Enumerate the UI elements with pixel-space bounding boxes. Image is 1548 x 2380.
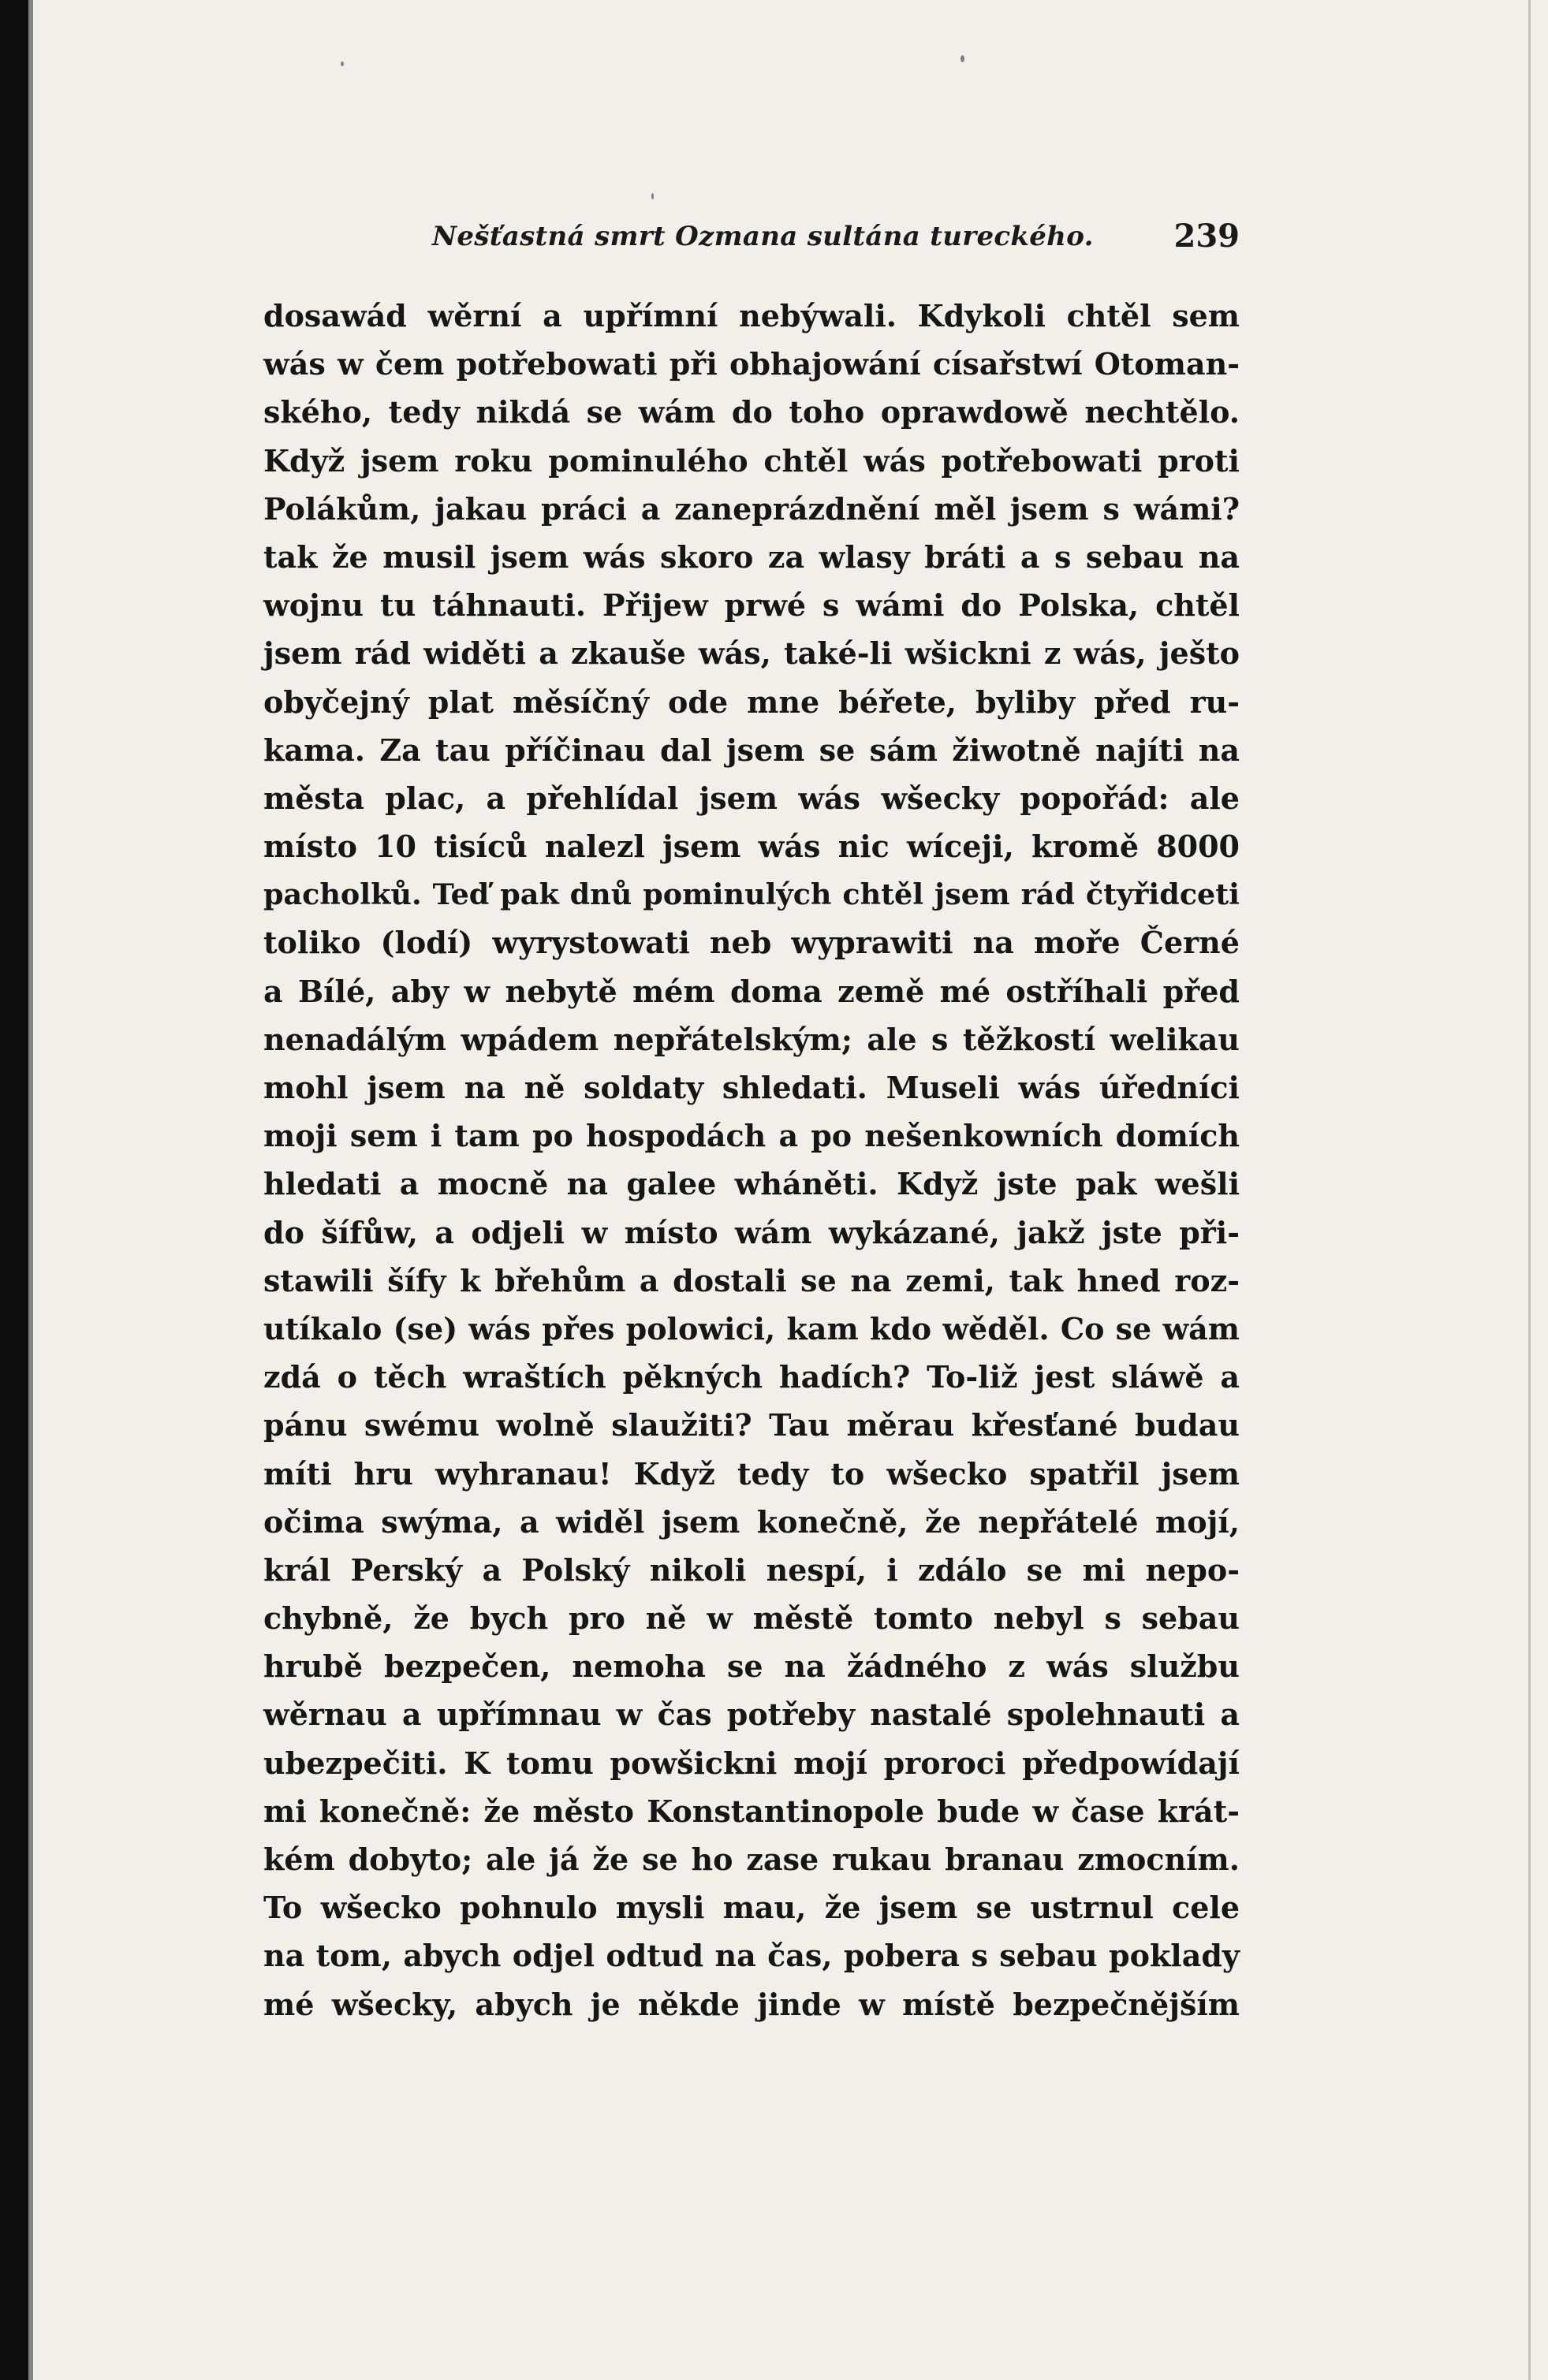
text-line: jsem rád widěti a zkauše wás, také-li wšickni z wás, ješto bbox=[263, 635, 1240, 672]
text-line: toliko (lodí) wyrystowati neb wyprawiti na moře Černé bbox=[263, 925, 1240, 961]
text-line: míti hru wyhranau! Když tedy to wšecko spatřil jsem bbox=[263, 1455, 1240, 1492]
text-line: do šífůw, a odjeli w místo wám wykázané, jakž jste při- bbox=[263, 1214, 1240, 1250]
text-line: očima swýma, a widěl jsem konečně, že nepřátelé mojí, bbox=[263, 1503, 1240, 1540]
text-line: na tom, abych odjel odtud na čas, pobera s sebau poklady bbox=[263, 1938, 1240, 1974]
page-number: 239 bbox=[1173, 218, 1240, 255]
scan-speck bbox=[651, 193, 654, 199]
text-line: nenadálým wpádem nepřátelským; ale s těžkostí welikau bbox=[263, 1021, 1240, 1057]
text-line: To wšecko pohnulo mysli mau, že jsem se ustrnul cele bbox=[263, 1890, 1240, 1926]
text-line: ubezpečiti. K tomu powšickni mojí proroci předpowídají bbox=[263, 1745, 1240, 1781]
text-line: města plac, a přehlídal jsem wás wšecky popořád: ale bbox=[263, 780, 1240, 816]
text-line: Když jsem roku pominulého chtěl wás potřebowati proti bbox=[263, 442, 1240, 479]
text-line: pánu swému wolně slaužiti? Tau měrau křesťané budau bbox=[263, 1407, 1240, 1443]
text-line: dosawád wěrní a upřímní nebýwali. Kdykoli chtěl sem bbox=[263, 298, 1240, 333]
text-line: pacholků. Teď pak dnů pominulých chtěl jsem rád čtyřidceti bbox=[263, 877, 1240, 912]
scan-left-edge bbox=[28, 0, 33, 2380]
text-line: kama. Za tau příčinau dal jsem se sám žiwotně najíti na bbox=[263, 732, 1240, 768]
text-line: moji sem i tam po hospodách a po nešenkowních domích bbox=[263, 1118, 1240, 1154]
text-line: utíkalo (se) wás přes polowici, kam kdo wěděl. Co se wám bbox=[263, 1310, 1240, 1346]
running-head bbox=[257, 214, 1240, 262]
text-line: místo 10 tisíců nalezl jsem wás nic wíceji, kromě 8000 bbox=[263, 829, 1240, 865]
running-title: Nešťastná smrt Ozmana sultána tureckého. bbox=[432, 221, 1094, 252]
text-line: wojnu tu táhnauti. Přijew prwé s wámi do Polska, chtěl bbox=[263, 587, 1240, 624]
text-line: hrubě bezpečen, nemoha se na žádného z wás službu bbox=[263, 1648, 1240, 1685]
text-line: stawili šífy k břehům a dostali se na zemi, tak hned roz- bbox=[263, 1262, 1240, 1298]
text-line: kém dobyto; ale já že se ho zase rukau branau zmocním. bbox=[263, 1842, 1240, 1877]
text-line: zdá o těch wraštích pěkných hadích? To-liž jest sláwě a bbox=[263, 1359, 1240, 1395]
scan-speck bbox=[961, 55, 964, 62]
text-line: mé wšecky, abych je někde jinde w místě bezpečnějším bbox=[263, 1986, 1240, 2022]
body-text bbox=[263, 292, 1240, 2028]
text-line: a Bílé, aby w nebytě mém doma země mé ostříhali před bbox=[263, 973, 1240, 1009]
text-line: tak že musil jsem wás skoro za wlasy bráti a s sebau na bbox=[263, 538, 1240, 575]
scan-speck bbox=[341, 61, 344, 66]
scan-right-edge bbox=[1528, 0, 1531, 2380]
text-line: chybně, že bych pro ně w městě tomto nebyl s sebau bbox=[263, 1600, 1240, 1637]
text-line: wás w čem potřebowati při obhajowání císařstwí Otoman- bbox=[263, 346, 1240, 382]
text-line: ského, tedy nikdá se wám do toho oprawdowě nechtělo. bbox=[263, 394, 1240, 430]
text-line: mohl jsem na ně soldaty shledati. Museli wás úředníci bbox=[263, 1070, 1240, 1105]
text-line: mi konečně: že město Konstantinopole bude w čase krát- bbox=[263, 1793, 1240, 1829]
text-line: Polákům, jakau práci a zaneprázdnění měl jsem s wámi? bbox=[263, 490, 1240, 527]
text-line: obyčejný plat měsíčný ode mne béřete, byliby před ru- bbox=[263, 683, 1240, 720]
text-line: král Perský a Polský nikoli nespí, i zdálo se mi nepo- bbox=[263, 1551, 1240, 1588]
text-line: hledati a mocně na galee wháněti. Když jste pak wešli bbox=[263, 1166, 1240, 1202]
text-line: wěrnau a upřímnau w čas potřeby nastalé spolehnauti a bbox=[263, 1697, 1240, 1733]
